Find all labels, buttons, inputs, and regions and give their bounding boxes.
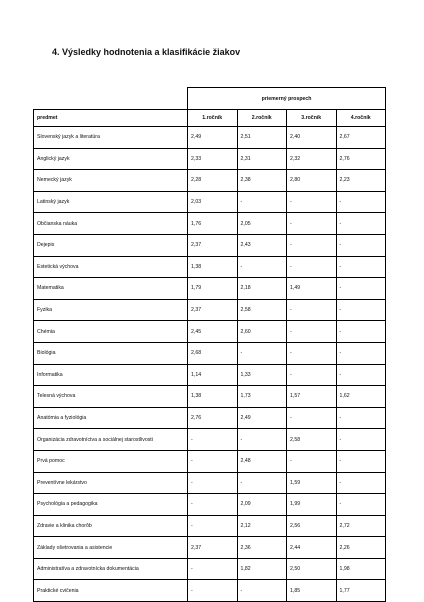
subject-cell: Občianska náuka — [34, 213, 188, 235]
grade-cell-year-1: - — [188, 494, 238, 516]
table-row — [34, 170, 386, 192]
grade-cell-year-2: 1,33 — [237, 364, 287, 386]
grade-cell-year-1: 2,68 — [188, 342, 238, 364]
table-row — [34, 148, 386, 170]
grade-cell-year-1: - — [188, 558, 238, 580]
table-row — [34, 299, 386, 321]
grade-cell-year-3: 1,57 — [287, 386, 337, 408]
section-heading: 4. Výsledky hodnotenia a klasifikácie žiakov — [52, 47, 241, 57]
table-column-header-row — [34, 110, 386, 127]
grade-cell-year-1: - — [188, 580, 238, 602]
grade-cell-year-1: 1,79 — [188, 278, 238, 300]
grade-cell-year-3: - — [287, 407, 337, 429]
grade-cell-year-3: 1,85 — [287, 580, 337, 602]
table-row — [34, 191, 386, 213]
grade-cell-year-3: - — [287, 234, 337, 256]
table-row — [34, 407, 386, 429]
subject-column-header: predmet — [34, 110, 188, 127]
year-2-header: 2.ročník — [237, 110, 287, 127]
grade-cell-year-3: - — [287, 364, 337, 386]
grade-cell-year-3: 2,58 — [287, 429, 337, 451]
grade-cell-year-2: 2,51 — [237, 127, 287, 149]
grade-cell-year-2: 2,36 — [237, 537, 287, 559]
grade-cell-year-2: 2,38 — [237, 170, 287, 192]
subject-cell: Estetická výchova — [34, 256, 188, 278]
grade-cell-year-4: 2,23 — [336, 170, 386, 192]
table-row — [34, 472, 386, 494]
grade-cell-year-3: - — [287, 256, 337, 278]
grade-cell-year-2: 2,12 — [237, 515, 287, 537]
grade-cell-year-4: - — [336, 321, 386, 343]
table-row — [34, 127, 386, 149]
average-grade-header: priemerný prospech — [188, 88, 386, 110]
subject-cell: Telesná výchova — [34, 386, 188, 408]
grade-cell-year-1: 1,38 — [188, 256, 238, 278]
grade-cell-year-2: 2,31 — [237, 148, 287, 170]
table-row — [34, 580, 386, 602]
grade-cell-year-4: - — [336, 256, 386, 278]
subject-cell: Praktické cvičenia — [34, 580, 188, 602]
table-row — [34, 278, 386, 300]
table-row — [34, 537, 386, 559]
table-row — [34, 256, 386, 278]
subject-cell: Anatómia a fyziológia — [34, 407, 188, 429]
subject-cell: Nemecký jazyk — [34, 170, 188, 192]
subject-cell: Zdravie a klinika chorôb — [34, 515, 188, 537]
grade-cell-year-3: - — [287, 191, 337, 213]
grade-cell-year-4: 1,77 — [336, 580, 386, 602]
grade-cell-year-4: - — [336, 450, 386, 472]
grade-cell-year-4: - — [336, 494, 386, 516]
grade-cell-year-1: - — [188, 450, 238, 472]
grade-cell-year-4: - — [336, 342, 386, 364]
grade-cell-year-1: 2,33 — [188, 148, 238, 170]
grade-cell-year-3: 1,99 — [287, 494, 337, 516]
grade-cell-year-1: 2,28 — [188, 170, 238, 192]
table-row — [34, 364, 386, 386]
subject-cell: Prvá pomoc — [34, 450, 188, 472]
grade-cell-year-2: - — [237, 256, 287, 278]
subject-cell: Slovenský jazyk a literatúra — [34, 127, 188, 149]
grade-cell-year-4: 1,98 — [336, 558, 386, 580]
blank-corner-cell — [34, 88, 188, 110]
subject-cell: Psychológia a pedagogika — [34, 494, 188, 516]
table-row — [34, 515, 386, 537]
grade-cell-year-4: 1,62 — [336, 386, 386, 408]
grade-cell-year-4: 2,72 — [336, 515, 386, 537]
table-row — [34, 450, 386, 472]
subject-cell: Fyzika — [34, 299, 188, 321]
grade-cell-year-4: - — [336, 278, 386, 300]
table-row — [34, 321, 386, 343]
year-4-header: 4.ročník — [336, 110, 386, 127]
grade-cell-year-1: - — [188, 429, 238, 451]
grade-cell-year-3: 1,59 — [287, 472, 337, 494]
grade-cell-year-2: 2,18 — [237, 278, 287, 300]
table-row — [34, 342, 386, 364]
subject-cell: Dejepis — [34, 234, 188, 256]
grade-cell-year-1: 2,37 — [188, 537, 238, 559]
table-row — [34, 429, 386, 451]
subject-cell: Latinský jazyk — [34, 191, 188, 213]
grade-cell-year-4: - — [336, 429, 386, 451]
year-1-header: 1.ročník — [188, 110, 238, 127]
subject-cell: Chémia — [34, 321, 188, 343]
grade-cell-year-2: 2,60 — [237, 321, 287, 343]
grade-cell-year-2: - — [237, 191, 287, 213]
grade-cell-year-2: 2,43 — [237, 234, 287, 256]
grade-cell-year-1: 1,38 — [188, 386, 238, 408]
grade-cell-year-2: 2,48 — [237, 450, 287, 472]
grade-cell-year-4: 2,67 — [336, 127, 386, 149]
grade-cell-year-1: 2,45 — [188, 321, 238, 343]
grade-cell-year-3: - — [287, 342, 337, 364]
table-row — [34, 234, 386, 256]
subject-cell: Informatika — [34, 364, 188, 386]
grade-cell-year-2: 2,58 — [237, 299, 287, 321]
subject-cell: Matematika — [34, 278, 188, 300]
grade-cell-year-1: 2,37 — [188, 299, 238, 321]
grade-cell-year-1: 2,76 — [188, 407, 238, 429]
grade-cell-year-1: 1,76 — [188, 213, 238, 235]
grade-cell-year-2: 2,09 — [237, 494, 287, 516]
grade-cell-year-2: - — [237, 429, 287, 451]
grade-cell-year-3: - — [287, 213, 337, 235]
grade-cell-year-4: - — [336, 234, 386, 256]
grade-cell-year-3: 2,56 — [287, 515, 337, 537]
grade-cell-year-2: - — [237, 472, 287, 494]
grades-table — [33, 87, 386, 602]
grade-cell-year-4: - — [336, 191, 386, 213]
table-row — [34, 213, 386, 235]
grade-cell-year-3: 2,44 — [287, 537, 337, 559]
table-row — [34, 494, 386, 516]
table-row — [34, 558, 386, 580]
grade-cell-year-1: 2,49 — [188, 127, 238, 149]
grade-cell-year-2: 2,05 — [237, 213, 287, 235]
grade-cell-year-2: 2,49 — [237, 407, 287, 429]
grade-cell-year-3: 2,80 — [287, 170, 337, 192]
grade-cell-year-1: - — [188, 472, 238, 494]
subject-cell: Základy ošetrovania a asistencie — [34, 537, 188, 559]
grade-cell-year-3: - — [287, 450, 337, 472]
subject-cell: Organizácia zdravotníctva a sociálnej starostlivosti — [34, 429, 188, 451]
grade-cell-year-2: 1,82 — [237, 558, 287, 580]
grade-cell-year-4: - — [336, 364, 386, 386]
table-row — [34, 386, 386, 408]
grade-cell-year-3: 1,49 — [287, 278, 337, 300]
grade-cell-year-3: - — [287, 299, 337, 321]
grade-cell-year-4: 2,26 — [336, 537, 386, 559]
grade-cell-year-2: 1,73 — [237, 386, 287, 408]
subject-cell: Biológia — [34, 342, 188, 364]
grade-cell-year-4: - — [336, 407, 386, 429]
year-3-header: 3.ročník — [287, 110, 337, 127]
grade-cell-year-1: 2,03 — [188, 191, 238, 213]
grade-cell-year-2: - — [237, 580, 287, 602]
grade-cell-year-4: - — [336, 213, 386, 235]
grade-cell-year-1: - — [188, 515, 238, 537]
grade-cell-year-3: - — [287, 321, 337, 343]
grade-cell-year-4: 2,76 — [336, 148, 386, 170]
grade-cell-year-3: 2,40 — [287, 127, 337, 149]
grade-cell-year-4: - — [336, 472, 386, 494]
subject-cell: Preventívne lekárstvo — [34, 472, 188, 494]
grade-cell-year-2: - — [237, 342, 287, 364]
grade-cell-year-3: 2,50 — [287, 558, 337, 580]
subject-cell: Administratíva a zdravotnícka dokumentácia — [34, 558, 188, 580]
grade-cell-year-1: 2,37 — [188, 234, 238, 256]
grade-cell-year-1: 1,14 — [188, 364, 238, 386]
grade-cell-year-3: 2,32 — [287, 148, 337, 170]
grade-cell-year-4: - — [336, 299, 386, 321]
subject-cell: Anglický jazyk — [34, 148, 188, 170]
table-group-header-row — [34, 88, 386, 110]
